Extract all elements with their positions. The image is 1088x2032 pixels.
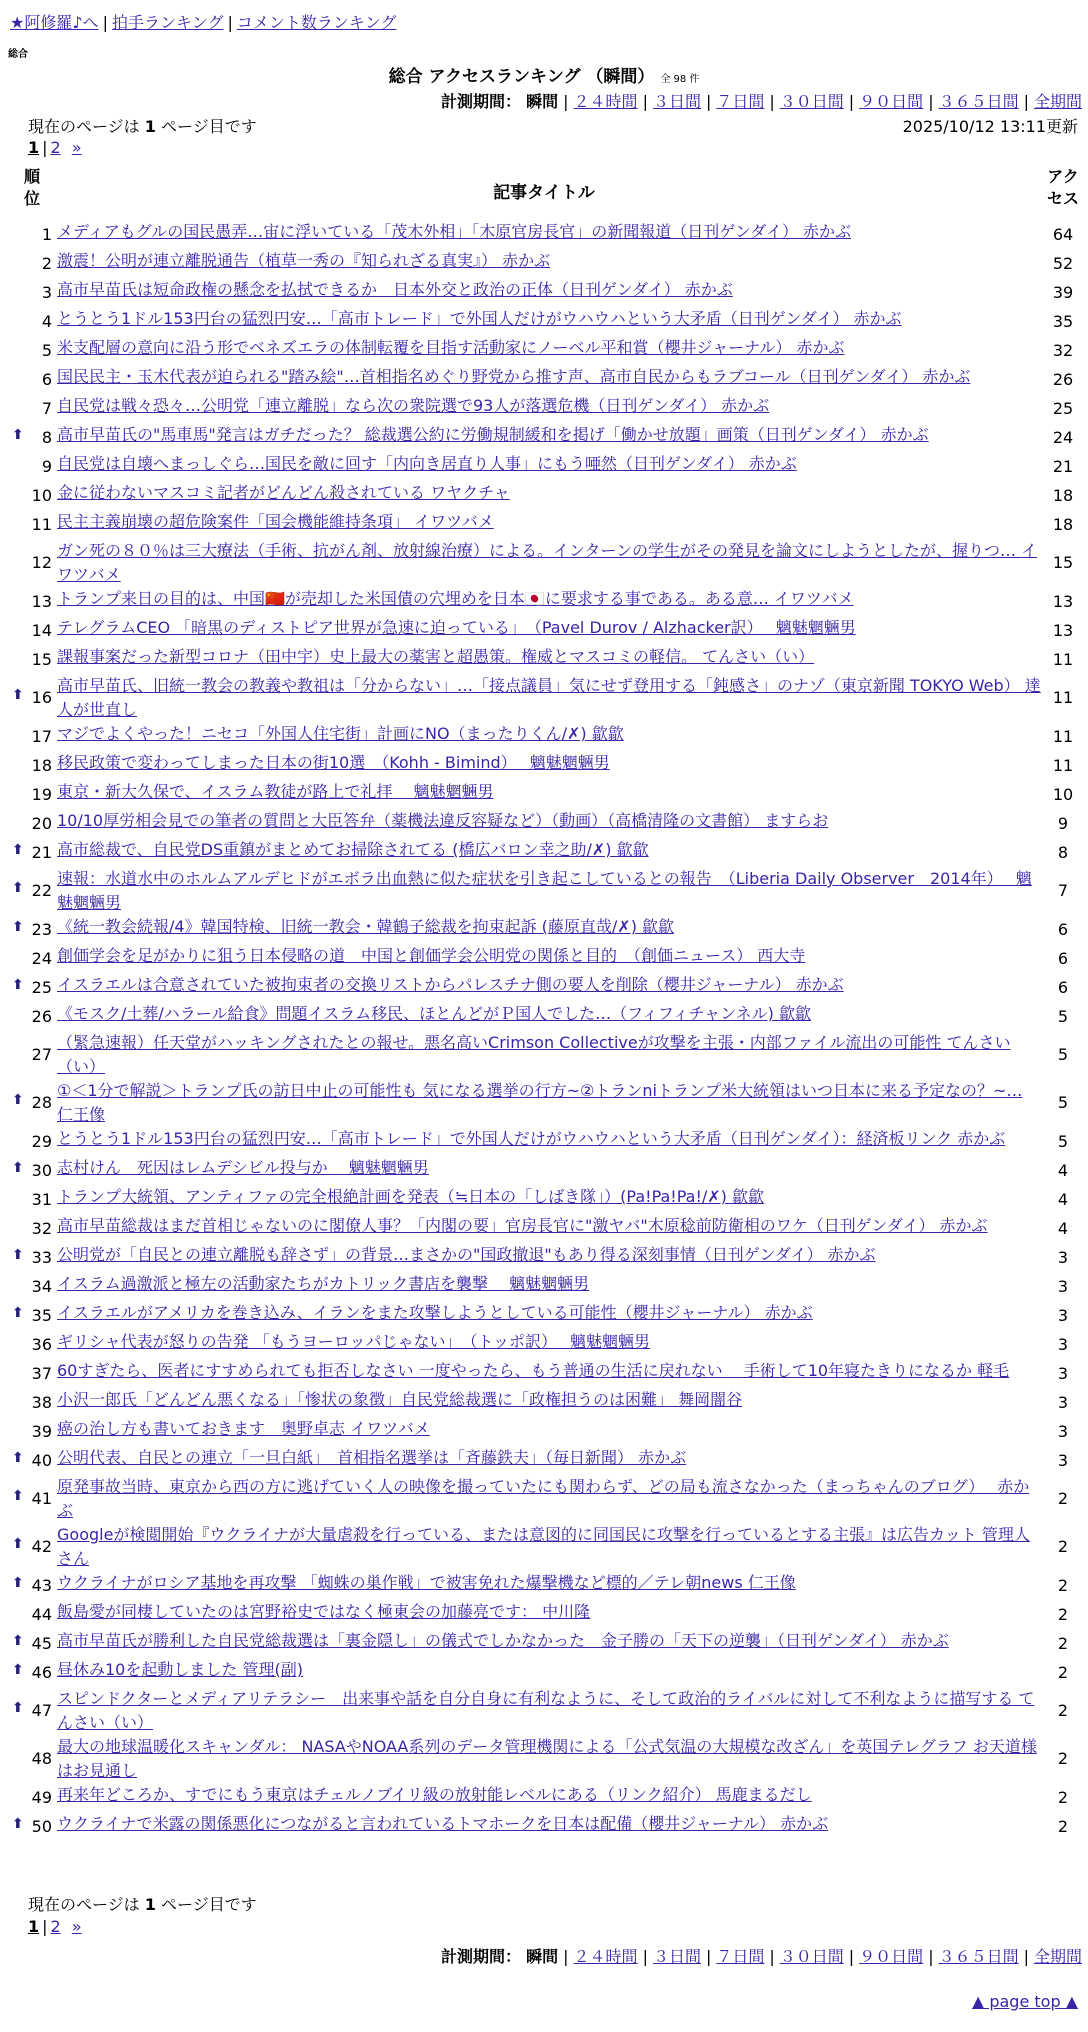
article-title-link[interactable]: スピンドクターとメディアリテラシー 出来事や話を自分自身に有利なように、そして政治的ライバルに対して不利なように描写する てんさい（い） (57, 1689, 1035, 1732)
article-title-link[interactable]: 高市早苗氏が勝利した自民党総裁選は「裏金隠し」の儀式でしかなかった 金子勝の「天下の逆襲」（日刊ゲンダイ） 赤かぶ (57, 1631, 949, 1650)
access-count: 5 (1057, 1045, 1069, 1064)
ranking-row (0, 1330, 1088, 1359)
rank-number: 37 (31, 1363, 52, 1383)
access-count: 13 (1052, 620, 1074, 640)
ranking-row (0, 973, 1088, 1002)
access-count: 2 (1057, 1749, 1069, 1768)
rank-number: 46 (31, 1662, 52, 1682)
rank-up-arrow-icon: ⬆ (12, 1159, 24, 1176)
home-link[interactable]: ★阿修羅♪へ (10, 13, 99, 32)
access-count: 13 (1052, 591, 1074, 611)
access-count: 5 (1057, 1093, 1069, 1112)
rank-number: 44 (31, 1604, 52, 1624)
ranking-row (0, 1359, 1088, 1388)
ranking-row (0, 1417, 1088, 1446)
rank-number: 19 (31, 784, 52, 804)
article-title-link[interactable]: 飯島愛が同棲していたのは宮野裕史ではなく極東会の加藤亮です： 中川隆 (57, 1602, 591, 1621)
article-title-link[interactable]: 高市早苗氏の"馬車馬"発言はガチだった？ 総裁選公約に労働規制緩和を掲げ「働かせ放題」画策（日刊ゲンダイ） 赤かぶ (57, 425, 929, 444)
article-title-link[interactable]: 高市早苗氏、旧統一教会の教義や教祖は「分からない」…「接点議員」気にせず登用する「鈍感さ」のナゾ（東京新聞 TOKYO Web） 達人が世直し (57, 676, 1041, 719)
rank-number: 10 (31, 485, 52, 505)
rank-up-arrow-icon: ⬆ (12, 1661, 24, 1678)
rank-number: 13 (31, 591, 52, 611)
ranking-row (0, 278, 1088, 307)
rank-number: 35 (31, 1305, 52, 1325)
rank-header: 順位 (23, 167, 40, 208)
rank-number: 14 (31, 620, 52, 640)
rank-up-arrow-icon: ⬆ (12, 1488, 24, 1504)
rank-number: 9 (41, 456, 52, 476)
rank-number: 40 (31, 1450, 52, 1470)
rank-number: 36 (31, 1334, 52, 1354)
article-title-link[interactable]: ガン死の８０％は三大療法（手術、抗がん剤、放射線治療）による。インターンの学生がその発見を論文にしようとしたが、握りつ… イワツバメ (57, 541, 1038, 584)
rank-number: 22 (31, 881, 52, 900)
rank-up-arrow-icon: ⬆ (12, 1815, 24, 1832)
access-count: 8 (1057, 842, 1069, 862)
article-title-link[interactable]: 自民党は戦々恐々…公明党「連立離脱」なら次の衆院選で93人が落選危機（日刊ゲンダイ） 赤かぶ (57, 396, 770, 415)
pager-current: 1 (28, 138, 40, 157)
rank-number: 33 (31, 1247, 52, 1267)
article-title-link[interactable]: 志村けん 死因はレムデシビル投与か 魑魅魍魎男 (57, 1158, 429, 1177)
rank-number: 15 (31, 649, 52, 669)
period-24h-link[interactable]: ２４時間 (573, 1947, 638, 1966)
access-count: 11 (1052, 688, 1074, 707)
period-365d-link[interactable]: ３６５日間 (938, 92, 1019, 111)
access-count: 21 (1052, 456, 1074, 476)
rank-number: 8 (41, 427, 52, 447)
article-title-link[interactable]: 金に従わないマスコミ記者がどんどん殺されている ワヤクチャ (57, 483, 510, 502)
rank-number: 47 (31, 1701, 52, 1720)
ranking-row (0, 249, 1088, 278)
period-selector-bottom: 計測期間： 瞬間 | ２４時間 | ３日間 | ７日間 | ３０日間 | ９０日間 | ３６５日間 | 全期間 (441, 1947, 1082, 1966)
ranking-row (0, 365, 1088, 394)
rank-up-arrow-icon: ⬆ (12, 1700, 24, 1716)
period-3d-link[interactable]: ３日間 (652, 1947, 701, 1966)
ranking-row (0, 510, 1088, 539)
ranking-row (0, 394, 1088, 423)
ranking-row (0, 539, 1088, 587)
rank-number: 18 (31, 755, 52, 775)
article-title-link[interactable]: 高市早苗氏は短命政権の懸念を払拭できるか 日本外交と政治の正体（日刊ゲンダイ） 赤かぶ (57, 280, 733, 299)
ranking-row (0, 1783, 1088, 1812)
ranking-row (0, 587, 1088, 616)
rank-number: 32 (31, 1218, 52, 1238)
access-count: 3 (1057, 1305, 1069, 1325)
access-count: 2 (1057, 1537, 1069, 1556)
ranking-row (0, 1523, 1088, 1571)
access-count: 6 (1057, 919, 1069, 939)
rank-up-arrow-icon: ⬆ (12, 1536, 24, 1552)
period-current: 瞬間 (526, 1947, 559, 1966)
access-count: 3 (1057, 1421, 1069, 1441)
ranking-row (0, 1812, 1088, 1841)
article-title-link[interactable]: 公明党が「自民との連立離脱も辞さず」の背景…まさかの"国政撤退"もあり得る深刻事情（日刊ゲンダイ） 赤かぶ (57, 1245, 876, 1264)
article-title-link[interactable]: 東京・新大久保で、イスラム教徒が路上で礼拝 魑魅魍魎男 (57, 782, 494, 801)
article-title-link[interactable]: 課報事案だった新型コロナ（田中宇）史上最大の薬害と超愚策。権威とマスコミの軽信。 てんさい（い） (57, 647, 815, 666)
rank-up-arrow-icon: ⬆ (12, 918, 24, 935)
ranking-row (0, 1735, 1088, 1783)
rank-up-arrow-icon: ⬆ (12, 1632, 24, 1649)
article-title-link[interactable]: 《統一教会続報/4》韓国特検、旧統一教会・韓鶴子総裁を拘束起訴 (藤原直哉/✗) 歙歙 (57, 917, 675, 936)
comment-ranking-link[interactable]: コメント数ランキング (236, 13, 397, 32)
page-top-link[interactable]: ▲ page top ▲ (971, 1992, 1078, 2011)
rank-up-arrow-icon: ⬆ (12, 1574, 24, 1591)
access-count: 3 (1057, 1276, 1069, 1296)
period-current: 瞬間 (526, 92, 559, 111)
updated-time: 2025/10/12 13:11更新 (902, 117, 1078, 136)
article-title-link[interactable]: 移民政策で変わってしまった日本の街10選 （Kohh - Bimind） 魑魅魍魎男 (57, 753, 610, 772)
ranking-row (0, 944, 1088, 973)
ranking-row (0, 1571, 1088, 1600)
rank-number: 48 (31, 1749, 52, 1768)
access-count: 2 (1057, 1662, 1069, 1682)
current-page-text: 現在のページは 1 ページ目です (28, 117, 257, 136)
rank-number: 6 (41, 369, 52, 389)
ranking-row (0, 751, 1088, 780)
article-title-link[interactable]: （緊急速報）任天堂がハッキングされたとの報せ。悪名高いCrimson Collectiveが攻撃を主張・内部ファイル流出の可能性 てんさい（い） (57, 1033, 1011, 1076)
ranking-row (0, 915, 1088, 944)
period-7d-link[interactable]: ７日間 (716, 1947, 765, 1966)
ranking-row (0, 307, 1088, 336)
article-title-link[interactable]: 再来年どころか、すでにもう東京はチェルノブイリ級の放射能レベルにある（リンク紹介） 馬鹿まるだし (57, 1785, 812, 1804)
ranking-row (0, 616, 1088, 645)
access-count: 9 (1057, 813, 1069, 833)
article-title-link[interactable]: とうとう1ドル153円台の猛烈円安…「高市トレード」で外国人だけがウハウハという大矛盾（日刊ゲンダイ）：経済板リンク 赤かぶ (57, 1129, 1006, 1148)
current-page-text-bottom: 現在のページは 1 ページ目です (28, 1895, 257, 1914)
page-title-text: 総合 アクセスランキング （瞬間） (388, 67, 655, 87)
rank-up-arrow-icon: ⬆ (12, 1246, 24, 1263)
article-title-link[interactable]: とうとう1ドル153円台の猛烈円安…「高市トレード」で外国人だけがウハウハという大矛盾（日刊ゲンダイ） 赤かぶ (57, 309, 902, 328)
rank-up-arrow-icon: ⬆ (12, 1304, 24, 1321)
ranking-row (0, 809, 1088, 838)
ranking-row (0, 1475, 1088, 1523)
rank-up-arrow-icon: ⬆ (12, 976, 24, 993)
rank-up-arrow-icon: ⬆ (12, 687, 24, 703)
rank-number: 31 (31, 1189, 52, 1209)
ranking-row (0, 1629, 1088, 1658)
ranking-row (0, 1031, 1088, 1079)
rank-number: 28 (31, 1093, 52, 1112)
article-title-link[interactable]: 民主主義崩壊の超危険案件「国会機能維持条項」 イワツバメ (57, 512, 494, 531)
article-title-link[interactable]: テレグラムCEO 「暗黒のディストピア世界が急速に迫っている」 （Pavel Durov / Alzhacker訳） 魑魅魍魎男 (57, 618, 856, 637)
pager-page-2[interactable]: 2 (50, 1917, 61, 1936)
period-30d-link[interactable]: ３０日間 (779, 1947, 844, 1966)
article-title-link[interactable]: トランプ大統領、アンティファの完全根絶計画を発表（≒日本の「しばき隊」）(Pa!Pa!Pa!/✗) 歙歙 (57, 1187, 764, 1206)
access-count: 7 (1057, 881, 1069, 900)
article-title-link[interactable]: 自民党は自壊へまっしぐら…国民を敵に回す「内向き居直り人事」にもう唖然（日刊ゲンダイ） 赤かぶ (57, 454, 797, 473)
access-count: 11 (1052, 726, 1074, 746)
rank-number: 42 (31, 1537, 52, 1556)
article-title-link[interactable]: トランプ来日の目的は、中国🇨🇳が売却した米国債の穴埋めを日本🇯🇵に要求する事である。ある意… イワツバメ (57, 589, 854, 608)
rank-number: 29 (31, 1131, 52, 1151)
ranking-row (0, 674, 1088, 722)
article-title-link[interactable]: ウクライナで米露の関係悪化につながると言われているトマホークを日本は配備（櫻井ジャーナル） 赤かぶ (57, 1814, 829, 1833)
article-title-link[interactable]: マジでよくやった！ニセコ「外国人住宅街」計画にNO（まったりくん/✗) 歙歙 (57, 724, 624, 743)
pager-bottom: 1 | 2 » (28, 1917, 82, 1936)
rank-number: 1 (41, 224, 52, 244)
access-count: 39 (1052, 282, 1074, 302)
access-count: 3 (1057, 1247, 1069, 1267)
article-title-link[interactable]: イスラエルは合意されていた被拘束者の交換リストからパレスチナ側の要人を削除（櫻井ジャーナル） 赤かぶ (57, 975, 844, 994)
article-title-link[interactable]: ウクライナがロシア基地を再攻撃 「蜘蛛の巣作戦」で被害免れた爆撃機など標的／テレ朝news 仁王像 (57, 1573, 796, 1592)
pager-next[interactable]: » (71, 138, 82, 157)
ranking-row (0, 1687, 1088, 1735)
rank-up-arrow-icon: ⬆ (12, 1449, 24, 1466)
access-count: 4 (1057, 1189, 1069, 1209)
rank-number: 38 (31, 1392, 52, 1412)
rank-number: 39 (31, 1421, 52, 1441)
access-header: アクセス (1046, 167, 1079, 208)
article-title-link[interactable]: 公明代表、自民との連立「一旦白紙」 首相指名選挙は「斉藤鉄夫」（毎日新聞） 赤かぶ (57, 1448, 687, 1467)
article-title-link[interactable]: イスラム過激派と極左の活動家たちがカトリック書店を襲撃 魑魅魍魎男 (57, 1274, 590, 1293)
article-title-link[interactable]: 高市総裁で、自民党DS重鎮がまとめてお掃除されてる (橋広バロン幸之助/✗) 歙歙 (57, 840, 649, 859)
access-count: 64 (1052, 224, 1074, 244)
access-count: 5 (1057, 1131, 1069, 1151)
ranking-row (0, 1002, 1088, 1031)
access-count: 18 (1052, 514, 1074, 534)
top-nav (10, 10, 396, 33)
rank-number: 7 (41, 398, 52, 418)
ranking-row (0, 722, 1088, 751)
access-count: 2 (1057, 1701, 1069, 1720)
ranking-row (0, 220, 1088, 249)
period-3d-link[interactable]: ３日間 (652, 92, 701, 111)
article-title-link[interactable]: ①＜1分で解説＞トランプ氏の訪日中止の可能性も 気になる選挙の行方~②トランniトランプ米大統領はいつ日本に来る予定なの？~… 仁王像 (57, 1081, 1023, 1124)
rank-number: 23 (31, 919, 52, 939)
access-count: 15 (1052, 553, 1074, 572)
ranking-row (0, 1272, 1088, 1301)
ranking-row (0, 1658, 1088, 1687)
access-count: 2 (1057, 1816, 1069, 1836)
rank-number: 2 (41, 253, 52, 273)
pager-next[interactable]: » (71, 1917, 82, 1936)
ranking-row (0, 1600, 1088, 1629)
access-count: 2 (1057, 1489, 1069, 1508)
ranking-row (0, 481, 1088, 510)
rank-up-arrow-icon: ⬆ (12, 880, 24, 896)
access-count: 10 (1052, 784, 1074, 804)
rank-number: 43 (31, 1575, 52, 1595)
applause-ranking-link[interactable]: 拍手ランキング (111, 13, 224, 32)
article-title-link[interactable]: 国民民主・玉木代表が迫られる"踏み絵"…首相指名めぐり野党から推す声、高市自民からもラブコール（日刊ゲンダイ） 赤かぶ (57, 367, 971, 386)
article-title-link[interactable]: ギリシャ代表が怒りの告発 「もうヨーロッパじゃない」 （トッポ訳） 魑魅魍魎男 (57, 1332, 651, 1351)
rank-number: 30 (31, 1160, 52, 1180)
rank-number: 3 (41, 282, 52, 302)
access-count: 2 (1057, 1604, 1069, 1624)
rank-number: 12 (31, 553, 52, 572)
access-count: 52 (1052, 253, 1074, 273)
rank-number: 45 (31, 1633, 52, 1653)
rank-number: 34 (31, 1276, 52, 1296)
access-count: 32 (1052, 340, 1074, 360)
article-title-link[interactable]: 《モスク/土葬/ハラール給食》問題イスラム移民、ほとんどがＰ国人でした…（フィフィチャンネル) 歙歙 (57, 1004, 811, 1023)
article-title-link[interactable]: 創価学会を足がかりに狙う日本侵略の道 中国と創価学会公明党の関係と目的 （創価ニュース） 西大寺 (57, 946, 806, 965)
access-count: 2 (1057, 1575, 1069, 1595)
ranking-row (0, 1301, 1088, 1330)
access-count: 4 (1057, 1218, 1069, 1238)
access-count: 2 (1057, 1787, 1069, 1807)
period-label: 計測期間： (441, 92, 522, 111)
ranking-row (0, 1156, 1088, 1185)
article-title-link[interactable]: 高市早苗総裁はまだ首相じゃないのに閣僚人事？「内閣の要」官房長官に"激ヤバ"木原稔前防衛相のワケ（日刊ゲンダイ） 赤かぶ (57, 1216, 988, 1235)
rank-number: 5 (41, 340, 52, 360)
ranking-row (0, 645, 1088, 674)
category-label: 総合 (8, 49, 28, 60)
ranking-row (0, 423, 1088, 452)
ranking-row (0, 1079, 1088, 1127)
pager-top: 1 | 2 » (28, 138, 82, 157)
ranking-row (0, 1127, 1088, 1156)
rank-number: 25 (31, 977, 52, 997)
rank-number: 50 (31, 1816, 52, 1836)
ranking-row (0, 838, 1088, 867)
ranking-row (0, 1214, 1088, 1243)
rank-up-arrow-icon: ⬆ (12, 841, 24, 858)
access-count: 25 (1052, 398, 1074, 418)
article-title-link[interactable]: 小沢一郎氏「どんどん悪くなる」「惨状の象徴」自民党総裁選に「政権担うのは困難」 舞岡闇谷 (57, 1390, 743, 1409)
page-title (0, 62, 1088, 87)
article-title-link[interactable]: Googleが検閲開始『ウクライナが大量虐殺を行っている、または意図的に同国民に攻撃を行っているとする主張』は広告カット 管理人さん (57, 1525, 1030, 1568)
rank-number: 17 (31, 726, 52, 746)
article-title-link[interactable]: イスラエルがアメリカを巻き込み、イランをまた攻撃しようとしている可能性（櫻井ジャーナル） 赤かぶ (57, 1303, 813, 1322)
rank-number: 21 (31, 842, 52, 862)
period-7d-link[interactable]: ７日間 (716, 92, 765, 111)
article-title-link[interactable]: メディアもグルの国民愚弄…宙に浮いている「茂木外相」「木原官房長官」の新聞報道（日刊ゲンダイ） 赤かぶ (57, 222, 852, 241)
rank-up-arrow-icon: ⬆ (12, 426, 24, 443)
rank-number: 49 (31, 1787, 52, 1807)
access-count: 11 (1052, 649, 1074, 669)
article-title-link[interactable]: 最大の地球温暖化スキャンダル： NASAやNOAA系列のデータ管理機関による「公式気温の大規模な改ざん」を英国テレグラフ お天道様はお見通し (57, 1737, 1037, 1780)
access-count: 24 (1052, 427, 1074, 447)
period-30d-link[interactable]: ３０日間 (779, 92, 844, 111)
ranking-row (0, 780, 1088, 809)
article-title-link[interactable]: 10/10厚労相会見での筆者の質問と大臣答弁（薬機法違反容疑など）（動画）（高橋清隆の文書館） ますらお (57, 811, 829, 830)
ranking-row (0, 1446, 1088, 1475)
article-title-link[interactable]: 米支配層の意向に沿う形でベネズエラの体制転覆を目指す活動家にノーベル平和賞（櫻井ジャーナル） 赤かぶ (57, 338, 845, 357)
article-title-link[interactable]: 速報：水道水中のホルムアルデヒドがエボラ出血熱に似た症状を引き起こしているとの報告 （Liberia Daily Observer 2014年） 魑魅魍魎男 (57, 869, 1032, 912)
rank-number: 16 (31, 688, 52, 707)
nav-separator: | (102, 13, 108, 32)
access-count: 11 (1052, 755, 1074, 775)
article-title-link[interactable]: 昼休み10を起動しました 管理(副) (57, 1660, 303, 1679)
access-count: 6 (1057, 948, 1069, 968)
period-24h-link[interactable]: ２４時間 (573, 92, 638, 111)
period-selector-top: 計測期間： 瞬間 | ２４時間 | ３日間 | ７日間 | ３０日間 | ９０日間 | ３６５日間 | 全期間 (441, 92, 1082, 111)
period-label: 計測期間： (441, 1947, 522, 1966)
ranking-row (0, 336, 1088, 365)
access-count: 3 (1057, 1392, 1069, 1412)
access-count: 18 (1052, 485, 1074, 505)
rank-number: 27 (31, 1045, 52, 1064)
total-count: 全 98 件 (660, 74, 700, 85)
access-count: 6 (1057, 977, 1069, 997)
pager-current: 1 (28, 1917, 40, 1936)
access-count: 35 (1052, 311, 1074, 331)
rank-number: 11 (31, 514, 52, 534)
pager-page-2[interactable]: 2 (50, 138, 61, 157)
access-count: 3 (1057, 1363, 1069, 1383)
ranking-row (0, 1185, 1088, 1214)
article-title-link[interactable]: 原発事故当時、東京から西の方に逃げていく人の映像を撮っていたにも関わらず、どの局も流さなかった（まっちゃんのブログ） 赤かぶ (57, 1477, 1030, 1520)
ranking-row (0, 452, 1088, 481)
rank-number: 4 (41, 311, 52, 331)
period-90d-link[interactable]: ９０日間 (859, 92, 924, 111)
ranking-row (0, 867, 1088, 915)
rank-number: 26 (31, 1006, 52, 1026)
access-count: 4 (1057, 1160, 1069, 1180)
rank-up-arrow-icon: ⬆ (12, 1092, 24, 1108)
access-count: 3 (1057, 1334, 1069, 1354)
rank-number: 24 (31, 948, 52, 968)
period-all-link[interactable]: 全期間 (1033, 92, 1082, 111)
rank-number: 41 (31, 1489, 52, 1508)
period-90d-link[interactable]: ９０日間 (859, 1947, 924, 1966)
ranking-row (0, 1388, 1088, 1417)
access-count: 3 (1057, 1450, 1069, 1470)
ranking-row (0, 1243, 1088, 1272)
period-365d-link[interactable]: ３６５日間 (938, 1947, 1019, 1966)
title-header: 記事タイトル (493, 183, 595, 203)
access-count: 2 (1057, 1633, 1069, 1653)
rank-number: 20 (31, 813, 52, 833)
access-count: 5 (1057, 1006, 1069, 1026)
article-title-link[interactable]: 60すぎたら、医者にすすめられても拒否しなさい 一度やったら、もう普通の生活に戻れない 手術して10年寝たきりになるか 軽毛 (57, 1361, 1010, 1380)
nav-separator: | (227, 13, 233, 32)
access-count: 26 (1052, 369, 1074, 389)
article-title-link[interactable]: 癌の治し方も書いておきます 奥野卓志 イワツバメ (57, 1419, 430, 1438)
article-title-link[interactable]: 激震！公明が連立離脱通告（植草一秀の『知られざる真実』） 赤かぶ (57, 251, 551, 270)
period-all-link[interactable]: 全期間 (1033, 1947, 1082, 1966)
